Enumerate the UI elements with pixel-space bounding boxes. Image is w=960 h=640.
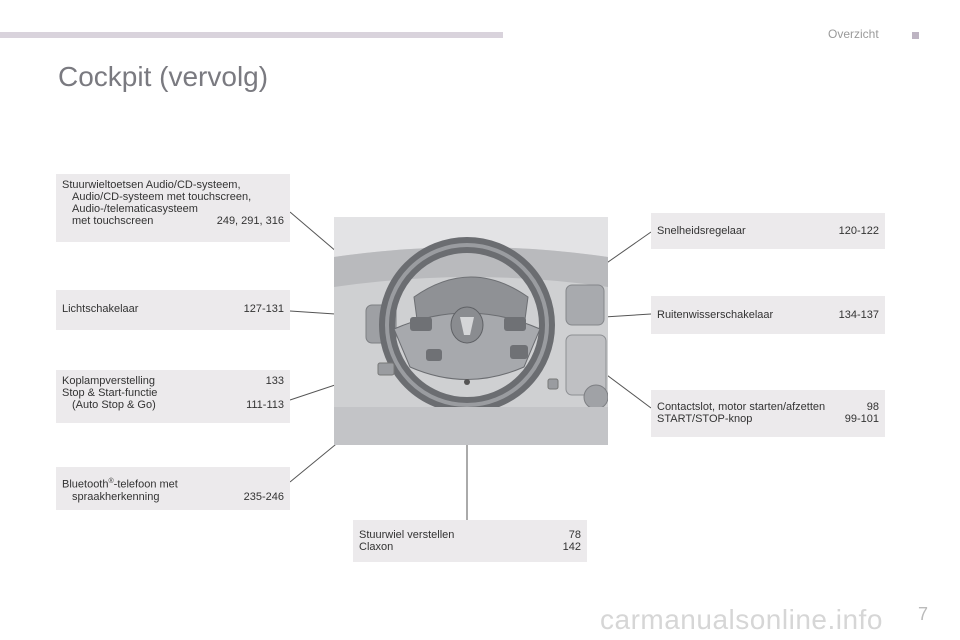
callout-light-switch	[56, 290, 290, 330]
callout-text: Ruitenwisserschakelaar	[657, 309, 774, 321]
page-ref: 99-101	[844, 413, 879, 425]
section-label: Overzicht	[828, 27, 879, 41]
cockpit-image	[334, 217, 608, 445]
page-ref: 111-113	[246, 399, 284, 411]
callout-text: Claxon	[359, 541, 394, 553]
page-ref: 78	[568, 529, 581, 541]
callout-text: Bluetooth	[62, 478, 109, 491]
callout-text: Lichtschakelaar	[62, 303, 139, 315]
page-title: Cockpit (vervolg)	[58, 61, 269, 92]
callout-text: -telefoon met	[113, 478, 178, 491]
callout-wiper-switch	[651, 296, 885, 334]
callout-text: Contactslot, motor starten/afzetten	[657, 401, 826, 413]
page-ref: 235-246	[243, 490, 284, 503]
page-ref: 142	[562, 541, 581, 553]
page-ref: 98	[866, 401, 879, 413]
callout-headlamp-stopstart	[56, 370, 290, 423]
callout-text: (Auto Stop & Go)	[72, 399, 156, 411]
callout-text: Snelheidsregelaar	[657, 225, 746, 237]
callout-ignition	[651, 390, 885, 437]
callout-text: spraakherkenning	[72, 490, 160, 503]
callout-text: Stop & Start-functie	[62, 387, 158, 399]
callout-text: Stuurwiel verstellen	[359, 529, 455, 541]
page-number: 7	[918, 604, 929, 624]
callout-cruise-control	[651, 213, 885, 249]
callout-text: Stuurwieltoetsen Audio/CD-systeem,	[62, 179, 241, 191]
callout-steering-controls	[56, 174, 290, 242]
watermark: carmanualsonline.info	[600, 604, 883, 635]
page-ref: 127-131	[243, 303, 284, 315]
page-ref: 134-137	[838, 309, 879, 321]
callout-bluetooth	[56, 467, 290, 510]
registered-mark: ®	[108, 478, 114, 485]
page-ref: 120-122	[838, 225, 879, 237]
callout-text: START/STOP-knop	[657, 413, 753, 425]
callout-text: Koplampverstelling	[62, 375, 155, 387]
callout-text: met touchscreen	[72, 215, 154, 227]
callout-steering-wheel	[353, 520, 587, 562]
callout-text: Audio-/telematicasysteem	[72, 203, 198, 215]
callout-text: Audio/CD-systeem met touchscreen,	[72, 191, 252, 203]
page-ref: 249, 291, 316	[216, 215, 284, 227]
page-ref: 133	[265, 375, 284, 387]
